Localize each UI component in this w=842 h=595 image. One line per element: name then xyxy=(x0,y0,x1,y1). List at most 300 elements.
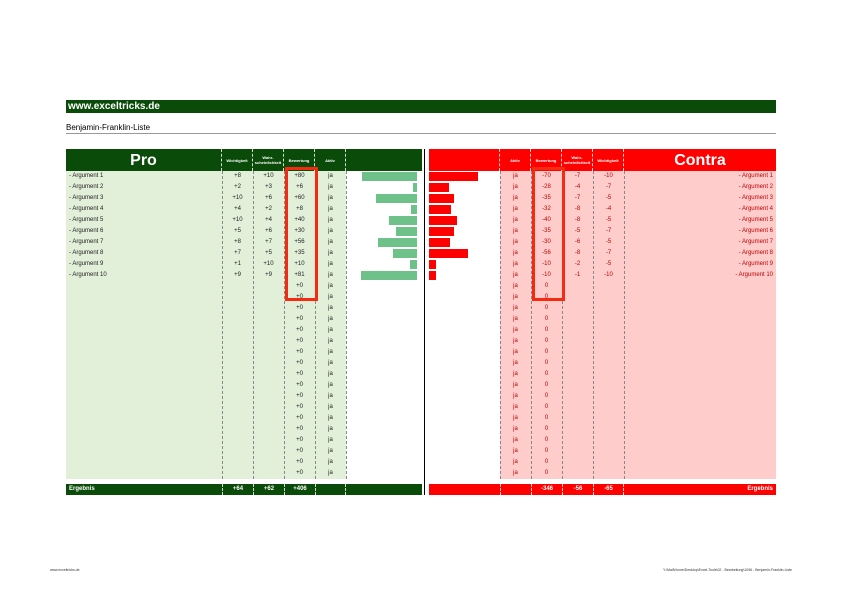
bewertung-cell[interactable]: 0 xyxy=(544,294,549,300)
wichtigkeit-cell[interactable] xyxy=(593,369,624,380)
bewertung-cell[interactable]: 0 xyxy=(544,459,549,465)
wahrscheinlichkeit-cell[interactable] xyxy=(253,358,284,369)
argument-label[interactable] xyxy=(69,292,219,303)
wahrscheinlichkeit-cell[interactable] xyxy=(562,325,593,336)
aktiv-cell[interactable]: ja xyxy=(513,349,518,355)
argument-label[interactable] xyxy=(69,325,219,336)
wahrscheinlichkeit-cell[interactable] xyxy=(562,358,593,369)
wahrscheinlichkeit-cell[interactable]: +4 xyxy=(265,217,272,223)
bewertung-cell[interactable]: +0 xyxy=(296,415,303,421)
wahrscheinlichkeit-cell[interactable] xyxy=(253,413,284,424)
wichtigkeit-cell[interactable] xyxy=(593,292,624,303)
argument-label[interactable] xyxy=(625,325,773,336)
wichtigkeit-cell[interactable]: -5 xyxy=(605,239,612,245)
bewertung-cell[interactable]: 0 xyxy=(544,426,549,432)
table-row[interactable] xyxy=(66,314,422,325)
table-row[interactable] xyxy=(429,281,776,292)
bewertung-cell[interactable]: +0 xyxy=(296,360,303,366)
wahrscheinlichkeit-cell[interactable] xyxy=(253,391,284,402)
bewertung-cell[interactable]: +0 xyxy=(296,437,303,443)
table-row[interactable] xyxy=(429,424,776,435)
bewertung-cell[interactable]: -40 xyxy=(542,217,551,223)
table-row[interactable] xyxy=(66,468,422,479)
wichtigkeit-cell[interactable]: +9 xyxy=(234,272,241,278)
aktiv-cell[interactable]: ja xyxy=(328,305,333,311)
wahrscheinlichkeit-cell[interactable] xyxy=(253,347,284,358)
wichtigkeit-cell[interactable] xyxy=(222,347,253,358)
argument-label[interactable]: - Argument 5 xyxy=(738,217,773,223)
argument-label[interactable]: - Argument 3 xyxy=(69,195,104,201)
table-row[interactable] xyxy=(66,303,422,314)
wahrscheinlichkeit-cell[interactable]: -6 xyxy=(574,239,581,245)
wahrscheinlichkeit-cell[interactable] xyxy=(253,457,284,468)
aktiv-cell[interactable]: ja xyxy=(513,382,518,388)
aktiv-cell[interactable]: ja xyxy=(328,239,333,245)
table-row[interactable] xyxy=(66,325,422,336)
table-row[interactable] xyxy=(66,248,422,259)
argument-label[interactable] xyxy=(625,468,773,479)
bewertung-cell[interactable]: +0 xyxy=(296,338,303,344)
table-row[interactable] xyxy=(429,215,776,226)
bewertung-cell[interactable]: +35 xyxy=(294,250,305,256)
aktiv-cell[interactable]: ja xyxy=(328,217,333,223)
wahrscheinlichkeit-cell[interactable]: -7 xyxy=(574,195,581,201)
table-row[interactable] xyxy=(66,204,422,215)
bewertung-cell[interactable]: 0 xyxy=(544,393,549,399)
aktiv-cell[interactable]: ja xyxy=(328,437,333,443)
aktiv-cell[interactable]: ja xyxy=(513,327,518,333)
wahrscheinlichkeit-cell[interactable] xyxy=(253,314,284,325)
table-row[interactable] xyxy=(66,226,422,237)
aktiv-cell[interactable]: ja xyxy=(513,228,518,234)
bewertung-cell[interactable]: +0 xyxy=(296,349,303,355)
bewertung-cell[interactable]: +6 xyxy=(296,184,303,190)
bewertung-cell[interactable]: -35 xyxy=(542,195,551,201)
wichtigkeit-cell[interactable]: +10 xyxy=(232,195,243,201)
argument-label[interactable] xyxy=(69,457,219,468)
wichtigkeit-cell[interactable] xyxy=(222,336,253,347)
table-row[interactable] xyxy=(429,270,776,281)
argument-label[interactable] xyxy=(69,358,219,369)
bewertung-cell[interactable]: +0 xyxy=(296,382,303,388)
bewertung-cell[interactable]: -10 xyxy=(542,261,551,267)
argument-label[interactable] xyxy=(69,369,219,380)
wichtigkeit-cell[interactable] xyxy=(593,380,624,391)
bewertung-cell[interactable]: -70 xyxy=(542,173,551,179)
argument-label[interactable]: - Argument 3 xyxy=(738,195,773,201)
table-row[interactable] xyxy=(429,336,776,347)
argument-label[interactable]: - Argument 4 xyxy=(69,206,104,212)
bewertung-cell[interactable]: +10 xyxy=(294,261,305,267)
bewertung-cell[interactable]: 0 xyxy=(544,349,549,355)
wichtigkeit-cell[interactable] xyxy=(222,281,253,292)
wichtigkeit-cell[interactable]: -7 xyxy=(605,250,612,256)
wichtigkeit-cell[interactable] xyxy=(222,446,253,457)
bewertung-cell[interactable]: +56 xyxy=(294,239,305,245)
wahrscheinlichkeit-cell[interactable]: -8 xyxy=(574,206,581,212)
bewertung-cell[interactable]: 0 xyxy=(544,437,549,443)
wichtigkeit-cell[interactable]: +10 xyxy=(232,217,243,223)
aktiv-cell[interactable]: ja xyxy=(328,393,333,399)
wichtigkeit-cell[interactable]: -7 xyxy=(605,228,612,234)
wahrscheinlichkeit-cell[interactable] xyxy=(562,457,593,468)
table-row[interactable] xyxy=(429,314,776,325)
argument-label[interactable]: - Argument 1 xyxy=(738,173,773,179)
wichtigkeit-cell[interactable] xyxy=(593,391,624,402)
bewertung-cell[interactable]: +0 xyxy=(296,426,303,432)
wahrscheinlichkeit-cell[interactable] xyxy=(253,468,284,479)
bewertung-cell[interactable]: -56 xyxy=(542,250,551,256)
aktiv-cell[interactable]: ja xyxy=(328,459,333,465)
bewertung-cell[interactable]: -32 xyxy=(542,206,551,212)
table-row[interactable] xyxy=(429,303,776,314)
aktiv-cell[interactable]: ja xyxy=(328,261,333,267)
wahrscheinlichkeit-cell[interactable] xyxy=(253,292,284,303)
table-row[interactable] xyxy=(429,259,776,270)
table-row[interactable] xyxy=(66,215,422,226)
wahrscheinlichkeit-cell[interactable] xyxy=(253,325,284,336)
aktiv-cell[interactable]: ja xyxy=(328,250,333,256)
argument-label[interactable] xyxy=(69,314,219,325)
bewertung-cell[interactable]: -10 xyxy=(542,272,551,278)
wichtigkeit-cell[interactable] xyxy=(593,435,624,446)
argument-label[interactable]: - Argument 4 xyxy=(738,206,773,212)
wahrscheinlichkeit-cell[interactable] xyxy=(253,424,284,435)
table-row[interactable] xyxy=(66,182,422,193)
aktiv-cell[interactable]: ja xyxy=(513,371,518,377)
argument-label[interactable]: - Argument 8 xyxy=(69,250,104,256)
table-row[interactable] xyxy=(429,402,776,413)
argument-label[interactable] xyxy=(69,391,219,402)
argument-label[interactable]: - Argument 5 xyxy=(69,217,104,223)
table-row[interactable] xyxy=(429,468,776,479)
wichtigkeit-cell[interactable]: -7 xyxy=(605,184,612,190)
wichtigkeit-cell[interactable]: -10 xyxy=(604,173,613,179)
aktiv-cell[interactable]: ja xyxy=(513,338,518,344)
aktiv-cell[interactable]: ja xyxy=(328,173,333,179)
aktiv-cell[interactable]: ja xyxy=(328,283,333,289)
aktiv-cell[interactable]: ja xyxy=(328,228,333,234)
aktiv-cell[interactable]: ja xyxy=(513,206,518,212)
bewertung-cell[interactable]: +30 xyxy=(294,228,305,234)
argument-label[interactable] xyxy=(69,336,219,347)
argument-label[interactable] xyxy=(625,424,773,435)
table-row[interactable] xyxy=(66,171,422,182)
argument-label[interactable]: - Argument 6 xyxy=(69,228,104,234)
bewertung-cell[interactable]: 0 xyxy=(544,404,549,410)
wahrscheinlichkeit-cell[interactable] xyxy=(253,369,284,380)
bewertung-cell[interactable]: +0 xyxy=(296,393,303,399)
wahrscheinlichkeit-cell[interactable]: +10 xyxy=(263,173,274,179)
aktiv-cell[interactable]: ja xyxy=(513,195,518,201)
aktiv-cell[interactable]: ja xyxy=(513,305,518,311)
aktiv-cell[interactable]: ja xyxy=(328,316,333,322)
bewertung-cell[interactable]: 0 xyxy=(544,316,549,322)
table-row[interactable] xyxy=(66,358,422,369)
wahrscheinlichkeit-cell[interactable]: -8 xyxy=(574,217,581,223)
aktiv-cell[interactable]: ja xyxy=(513,415,518,421)
aktiv-cell[interactable]: ja xyxy=(328,470,333,476)
wichtigkeit-cell[interactable] xyxy=(222,303,253,314)
bewertung-cell[interactable]: +0 xyxy=(296,283,303,289)
table-row[interactable] xyxy=(66,281,422,292)
table-row[interactable] xyxy=(66,292,422,303)
wahrscheinlichkeit-cell[interactable]: +7 xyxy=(265,239,272,245)
wichtigkeit-cell[interactable] xyxy=(593,325,624,336)
wahrscheinlichkeit-cell[interactable]: +3 xyxy=(265,184,272,190)
wahrscheinlichkeit-cell[interactable]: -8 xyxy=(574,250,581,256)
table-row[interactable] xyxy=(66,347,422,358)
table-row[interactable] xyxy=(66,424,422,435)
bewertung-cell[interactable]: +8 xyxy=(296,206,303,212)
table-row[interactable] xyxy=(66,237,422,248)
aktiv-cell[interactable]: ja xyxy=(513,184,518,190)
bewertung-cell[interactable]: 0 xyxy=(544,448,549,454)
wahrscheinlichkeit-cell[interactable] xyxy=(253,281,284,292)
wichtigkeit-cell[interactable]: +7 xyxy=(234,250,241,256)
wichtigkeit-cell[interactable] xyxy=(593,413,624,424)
table-row[interactable] xyxy=(66,446,422,457)
aktiv-cell[interactable]: ja xyxy=(513,272,518,278)
bewertung-cell[interactable]: -28 xyxy=(542,184,551,190)
aktiv-cell[interactable]: ja xyxy=(328,360,333,366)
aktiv-cell[interactable]: ja xyxy=(328,294,333,300)
wahrscheinlichkeit-cell[interactable] xyxy=(562,468,593,479)
wichtigkeit-cell[interactable] xyxy=(593,457,624,468)
argument-label[interactable]: - Argument 1 xyxy=(69,173,104,179)
argument-label[interactable] xyxy=(625,303,773,314)
argument-label[interactable] xyxy=(69,446,219,457)
aktiv-cell[interactable]: ja xyxy=(513,360,518,366)
table-row[interactable] xyxy=(66,369,422,380)
table-row[interactable] xyxy=(429,248,776,259)
table-row[interactable] xyxy=(66,402,422,413)
bewertung-cell[interactable]: 0 xyxy=(544,470,549,476)
wahrscheinlichkeit-cell[interactable] xyxy=(562,380,593,391)
wichtigkeit-cell[interactable] xyxy=(222,413,253,424)
wichtigkeit-cell[interactable] xyxy=(593,347,624,358)
aktiv-cell[interactable]: ja xyxy=(328,349,333,355)
wahrscheinlichkeit-cell[interactable]: +5 xyxy=(265,250,272,256)
wahrscheinlichkeit-cell[interactable]: +10 xyxy=(263,261,274,267)
bewertung-cell[interactable]: 0 xyxy=(544,305,549,311)
argument-label[interactable] xyxy=(625,314,773,325)
bewertung-cell[interactable]: +40 xyxy=(294,217,305,223)
wichtigkeit-cell[interactable] xyxy=(222,292,253,303)
wichtigkeit-cell[interactable]: -5 xyxy=(605,217,612,223)
bewertung-cell[interactable]: +0 xyxy=(296,305,303,311)
aktiv-cell[interactable]: ja xyxy=(513,316,518,322)
argument-label[interactable] xyxy=(69,303,219,314)
wahrscheinlichkeit-cell[interactable]: -2 xyxy=(574,261,581,267)
table-row[interactable] xyxy=(429,457,776,468)
argument-label[interactable]: - Argument 6 xyxy=(738,228,773,234)
wahrscheinlichkeit-cell[interactable]: -1 xyxy=(574,272,581,278)
table-row[interactable] xyxy=(66,270,422,281)
aktiv-cell[interactable]: ja xyxy=(513,404,518,410)
argument-label[interactable] xyxy=(69,468,219,479)
bewertung-cell[interactable]: +0 xyxy=(296,459,303,465)
wichtigkeit-cell[interactable] xyxy=(593,303,624,314)
aktiv-cell[interactable]: ja xyxy=(328,415,333,421)
wahrscheinlichkeit-cell[interactable] xyxy=(253,336,284,347)
bewertung-cell[interactable]: -30 xyxy=(542,239,551,245)
argument-label[interactable] xyxy=(69,424,219,435)
table-row[interactable] xyxy=(66,193,422,204)
argument-label[interactable]: - Argument 2 xyxy=(738,184,773,190)
wahrscheinlichkeit-cell[interactable] xyxy=(562,336,593,347)
aktiv-cell[interactable]: ja xyxy=(513,437,518,443)
table-row[interactable] xyxy=(429,391,776,402)
table-row[interactable] xyxy=(429,193,776,204)
wichtigkeit-cell[interactable]: +5 xyxy=(234,228,241,234)
aktiv-cell[interactable]: ja xyxy=(328,371,333,377)
wahrscheinlichkeit-cell[interactable]: +2 xyxy=(265,206,272,212)
argument-label[interactable]: - Argument 10 xyxy=(69,272,107,278)
wahrscheinlichkeit-cell[interactable] xyxy=(253,435,284,446)
wichtigkeit-cell[interactable] xyxy=(222,325,253,336)
argument-label[interactable] xyxy=(69,281,219,292)
bewertung-cell[interactable]: 0 xyxy=(544,338,549,344)
bewertung-cell[interactable]: +0 xyxy=(296,316,303,322)
wichtigkeit-cell[interactable] xyxy=(593,281,624,292)
argument-label[interactable]: - Argument 7 xyxy=(738,239,773,245)
wichtigkeit-cell[interactable] xyxy=(222,369,253,380)
table-row[interactable] xyxy=(429,380,776,391)
table-row[interactable] xyxy=(429,446,776,457)
wichtigkeit-cell[interactable]: -4 xyxy=(605,206,612,212)
table-row[interactable] xyxy=(429,204,776,215)
bewertung-cell[interactable]: +0 xyxy=(296,470,303,476)
wichtigkeit-cell[interactable]: -5 xyxy=(605,261,612,267)
argument-label[interactable]: - Argument 2 xyxy=(69,184,104,190)
aktiv-cell[interactable]: ja xyxy=(328,404,333,410)
aktiv-cell[interactable]: ja xyxy=(513,239,518,245)
wichtigkeit-cell[interactable]: -5 xyxy=(605,195,612,201)
argument-label[interactable] xyxy=(625,435,773,446)
wahrscheinlichkeit-cell[interactable] xyxy=(562,424,593,435)
aktiv-cell[interactable]: ja xyxy=(513,173,518,179)
argument-label[interactable] xyxy=(625,347,773,358)
argument-label[interactable] xyxy=(625,281,773,292)
argument-label[interactable]: - Argument 9 xyxy=(738,261,773,267)
argument-label[interactable] xyxy=(625,292,773,303)
bewertung-cell[interactable]: +0 xyxy=(296,404,303,410)
wichtigkeit-cell[interactable]: +8 xyxy=(234,239,241,245)
table-row[interactable] xyxy=(429,435,776,446)
table-row[interactable] xyxy=(66,391,422,402)
wichtigkeit-cell[interactable] xyxy=(222,380,253,391)
argument-label[interactable] xyxy=(69,402,219,413)
table-row[interactable] xyxy=(429,358,776,369)
aktiv-cell[interactable]: ja xyxy=(513,261,518,267)
wahrscheinlichkeit-cell[interactable] xyxy=(562,369,593,380)
bewertung-cell[interactable]: 0 xyxy=(544,360,549,366)
wichtigkeit-cell[interactable] xyxy=(222,457,253,468)
wahrscheinlichkeit-cell[interactable] xyxy=(562,435,593,446)
wichtigkeit-cell[interactable] xyxy=(593,468,624,479)
wichtigkeit-cell[interactable] xyxy=(222,435,253,446)
argument-label[interactable] xyxy=(69,413,219,424)
argument-label[interactable] xyxy=(625,413,773,424)
argument-label[interactable] xyxy=(625,391,773,402)
table-row[interactable] xyxy=(429,347,776,358)
table-row[interactable] xyxy=(66,259,422,270)
aktiv-cell[interactable]: ja xyxy=(328,338,333,344)
argument-label[interactable]: - Argument 9 xyxy=(69,261,104,267)
aktiv-cell[interactable]: ja xyxy=(513,459,518,465)
aktiv-cell[interactable]: ja xyxy=(328,448,333,454)
aktiv-cell[interactable]: ja xyxy=(513,448,518,454)
aktiv-cell[interactable]: ja xyxy=(328,184,333,190)
wichtigkeit-cell[interactable] xyxy=(222,424,253,435)
wichtigkeit-cell[interactable]: +8 xyxy=(234,173,241,179)
wichtigkeit-cell[interactable] xyxy=(593,314,624,325)
table-row[interactable] xyxy=(66,435,422,446)
aktiv-cell[interactable]: ja xyxy=(328,426,333,432)
wichtigkeit-cell[interactable] xyxy=(593,446,624,457)
argument-label[interactable] xyxy=(69,435,219,446)
argument-label[interactable] xyxy=(625,446,773,457)
table-row[interactable] xyxy=(429,237,776,248)
wichtigkeit-cell[interactable]: -10 xyxy=(604,272,613,278)
bewertung-cell[interactable]: 0 xyxy=(544,371,549,377)
bewertung-cell[interactable]: 0 xyxy=(544,415,549,421)
wahrscheinlichkeit-cell[interactable] xyxy=(562,281,593,292)
table-row[interactable] xyxy=(429,413,776,424)
bewertung-cell[interactable]: +0 xyxy=(296,294,303,300)
wahrscheinlichkeit-cell[interactable] xyxy=(562,314,593,325)
wahrscheinlichkeit-cell[interactable]: +9 xyxy=(265,272,272,278)
wahrscheinlichkeit-cell[interactable] xyxy=(562,347,593,358)
wahrscheinlichkeit-cell[interactable]: -4 xyxy=(574,184,581,190)
aktiv-cell[interactable]: ja xyxy=(513,393,518,399)
argument-label[interactable]: - Argument 10 xyxy=(735,272,773,278)
wahrscheinlichkeit-cell[interactable] xyxy=(253,380,284,391)
aktiv-cell[interactable]: ja xyxy=(328,272,333,278)
wahrscheinlichkeit-cell[interactable] xyxy=(253,303,284,314)
wichtigkeit-cell[interactable] xyxy=(222,468,253,479)
table-row[interactable] xyxy=(429,182,776,193)
bewertung-cell[interactable]: +0 xyxy=(296,327,303,333)
bewertung-cell[interactable]: 0 xyxy=(544,327,549,333)
wahrscheinlichkeit-cell[interactable] xyxy=(562,391,593,402)
table-row[interactable] xyxy=(429,292,776,303)
wahrscheinlichkeit-cell[interactable]: +6 xyxy=(265,228,272,234)
table-row[interactable] xyxy=(66,457,422,468)
aktiv-cell[interactable]: ja xyxy=(513,294,518,300)
table-row[interactable] xyxy=(66,380,422,391)
wahrscheinlichkeit-cell[interactable]: +6 xyxy=(265,195,272,201)
bewertung-cell[interactable]: +0 xyxy=(296,371,303,377)
wichtigkeit-cell[interactable]: +2 xyxy=(234,184,241,190)
bewertung-cell[interactable]: 0 xyxy=(544,283,549,289)
argument-label[interactable] xyxy=(69,380,219,391)
bewertung-cell[interactable]: -35 xyxy=(542,228,551,234)
aktiv-cell[interactable]: ja xyxy=(513,250,518,256)
argument-label[interactable] xyxy=(625,369,773,380)
argument-label[interactable] xyxy=(625,336,773,347)
argument-label[interactable] xyxy=(625,402,773,413)
argument-label[interactable] xyxy=(625,457,773,468)
bewertung-cell[interactable]: +60 xyxy=(294,195,305,201)
table-row[interactable] xyxy=(429,171,776,182)
wahrscheinlichkeit-cell[interactable] xyxy=(562,303,593,314)
wichtigkeit-cell[interactable] xyxy=(593,336,624,347)
table-row[interactable] xyxy=(429,325,776,336)
aktiv-cell[interactable]: ja xyxy=(328,327,333,333)
table-row[interactable] xyxy=(429,369,776,380)
